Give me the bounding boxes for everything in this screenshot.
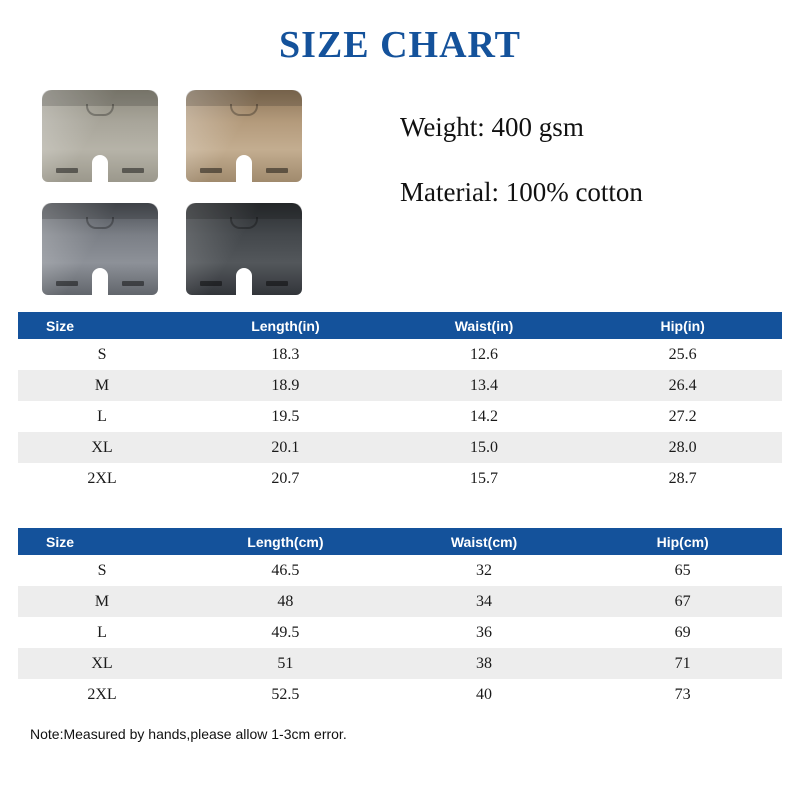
table-row: [18, 586, 782, 617]
table-inches-head: [18, 312, 782, 339]
shorts-tag-right: [122, 281, 144, 286]
product-image-grid: [34, 84, 334, 304]
shorts-tag-left: [200, 168, 222, 173]
cell-waist: 12.6: [385, 339, 584, 370]
header-length-in: Length(in): [186, 312, 385, 339]
product-hero: [0, 72, 800, 312]
shorts-leg-gap: [236, 155, 252, 189]
size-table-inches-wrap: [0, 312, 800, 494]
shorts-tag-left: [56, 281, 78, 286]
cell-size: S: [18, 339, 186, 370]
shorts-tag-right: [122, 168, 144, 173]
spec-list: [400, 112, 643, 242]
cell-hip: 71: [583, 648, 782, 679]
shorts-leg-gap: [92, 268, 108, 302]
table-header-row: [18, 312, 782, 339]
cell-size: XL: [18, 432, 186, 463]
cell-length: 18.3: [186, 339, 385, 370]
cell-hip: 73: [583, 679, 782, 710]
table-row: [18, 555, 782, 586]
table-cm-body: [18, 555, 782, 710]
header-size: Size: [18, 528, 186, 555]
cell-hip: 26.4: [583, 370, 782, 401]
cell-size: 2XL: [18, 679, 186, 710]
shorts-tag-left: [200, 281, 222, 286]
table-row: [18, 648, 782, 679]
cell-length: 20.1: [186, 432, 385, 463]
cell-length: 52.5: [186, 679, 385, 710]
header-hip-cm: Hip(cm): [583, 528, 782, 555]
cell-hip: 67: [583, 586, 782, 617]
table-row: [18, 679, 782, 710]
header-waist-cm: Waist(cm): [385, 528, 584, 555]
spec-material: Material: 100% cotton: [400, 177, 643, 207]
cell-size: XL: [18, 648, 186, 679]
product-image-shorts-grey: [34, 197, 166, 302]
cell-length: 51: [186, 648, 385, 679]
product-image-shorts-khaki: [34, 84, 166, 189]
cell-waist: 32: [385, 555, 584, 586]
cell-waist: 15.7: [385, 463, 584, 494]
cell-waist: 14.2: [385, 401, 584, 432]
cell-length: 20.7: [186, 463, 385, 494]
cell-hip: 28.0: [583, 432, 782, 463]
cell-length: 49.5: [186, 617, 385, 648]
table-inches-body: [18, 339, 782, 494]
table-row: [18, 432, 782, 463]
shorts-tag-left: [56, 168, 78, 173]
table-row: [18, 617, 782, 648]
cell-size: S: [18, 555, 186, 586]
table-row: [18, 463, 782, 494]
shorts-tag-right: [266, 281, 288, 286]
shorts-leg-gap: [236, 268, 252, 302]
cell-size: M: [18, 370, 186, 401]
cell-hip: 28.7: [583, 463, 782, 494]
size-table-inches: [18, 312, 782, 494]
table-row: [18, 401, 782, 432]
table-row: [18, 370, 782, 401]
cell-hip: 27.2: [583, 401, 782, 432]
cell-size: 2XL: [18, 463, 186, 494]
table-cm-head: [18, 528, 782, 555]
header-waist-in: Waist(in): [385, 312, 584, 339]
page-title: SIZE CHART: [278, 24, 521, 66]
cell-waist: 38: [385, 648, 584, 679]
size-table-cm-wrap: [0, 528, 800, 710]
product-image-shorts-tan: [178, 84, 310, 189]
shorts-tag-right: [266, 168, 288, 173]
header-hip-in: Hip(in): [583, 312, 782, 339]
cell-size: L: [18, 401, 186, 432]
cell-length: 46.5: [186, 555, 385, 586]
cell-waist: 36: [385, 617, 584, 648]
size-table-cm: [18, 528, 782, 710]
measurement-note: Note:Measured by hands,please allow 1-3cm error.: [30, 726, 347, 742]
spec-weight: Weight: 400 gsm: [400, 112, 584, 142]
cell-waist: 40: [385, 679, 584, 710]
table-spacer: [0, 494, 800, 528]
cell-hip: 65: [583, 555, 782, 586]
cell-hip: 69: [583, 617, 782, 648]
table-row: [18, 339, 782, 370]
cell-length: 48: [186, 586, 385, 617]
cell-waist: 34: [385, 586, 584, 617]
cell-length: 19.5: [186, 401, 385, 432]
header-size: Size: [18, 312, 186, 339]
cell-hip: 25.6: [583, 339, 782, 370]
table-header-row: [18, 528, 782, 555]
cell-waist: 13.4: [385, 370, 584, 401]
cell-size: M: [18, 586, 186, 617]
cell-waist: 15.0: [385, 432, 584, 463]
shorts-leg-gap: [92, 155, 108, 189]
cell-length: 18.9: [186, 370, 385, 401]
cell-size: L: [18, 617, 186, 648]
header-length-cm: Length(cm): [186, 528, 385, 555]
product-image-shorts-charcoal: [178, 197, 310, 302]
